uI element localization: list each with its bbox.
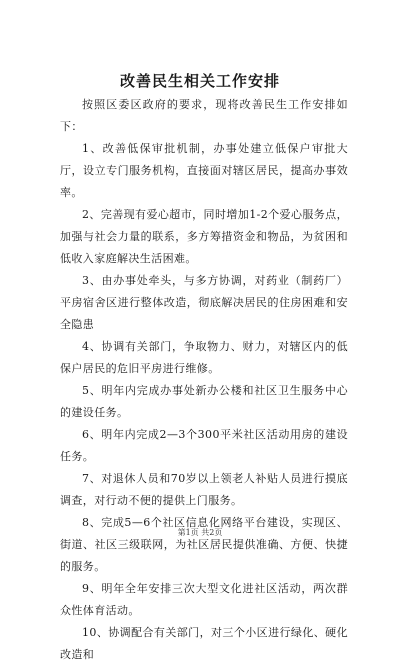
paragraph-item-4: 4、协调有关部门，争取物力、财力，对辖区内的低保户居民的危旧平房进行维修。: [60, 340, 348, 375]
page-number-footer: 第1页 共2页: [177, 528, 223, 537]
paragraph-item-7: 7、对退休人员和70岁以上领老人补贴人员进行摸底调查，对行动不便的提供上门服务。: [60, 472, 348, 507]
paragraph-item-9: 9、明年全年安排三次大型文化进社区活动，两次群众性体育活动。: [60, 582, 348, 617]
paragraph-item-10: 10、协调配合有关部门，对三个小区进行绿化、硬化改造和: [60, 626, 348, 661]
document-body: [60, 94, 348, 666]
paragraph-item-8: 8、完成5—6个社区信息化网络平台建设，实现区、街道、社区三级联网，为社区居民提供准确、方便、快捷的服务。: [60, 516, 348, 573]
paragraph-item-3: 3、由办事处牵头，与多方协调，对药业（制药厂）平房宿舍区进行整体改造，彻底解决居民的住房困难和安全隐患: [60, 274, 348, 331]
paragraph-item-2: 2、完善现有爱心超市，同时增加1-2个爱心服务点，加强与社会力量的联系，多方筹措资金和物品，为贫困和低收入家庭解决生活困难。: [60, 208, 348, 265]
document-title: 改善民生相关工作安排: [119, 72, 280, 90]
paragraph-item-6: 6、明年内完成2—3个300平米社区活动用房的建设任务。: [60, 428, 348, 463]
paragraph-item-1: 1、改善低保审批机制，办事处建立低保户审批大厅，设立专门服务机构，直接面对辖区居民，提高办事效率。: [60, 142, 348, 199]
paragraph-intro: 按照区委区政府的要求，现将改善民生工作安排如下：: [60, 98, 348, 133]
paragraph-item-5: 5、明年内完成办事处新办公楼和社区卫生服务中心的建设任务。: [60, 384, 348, 419]
